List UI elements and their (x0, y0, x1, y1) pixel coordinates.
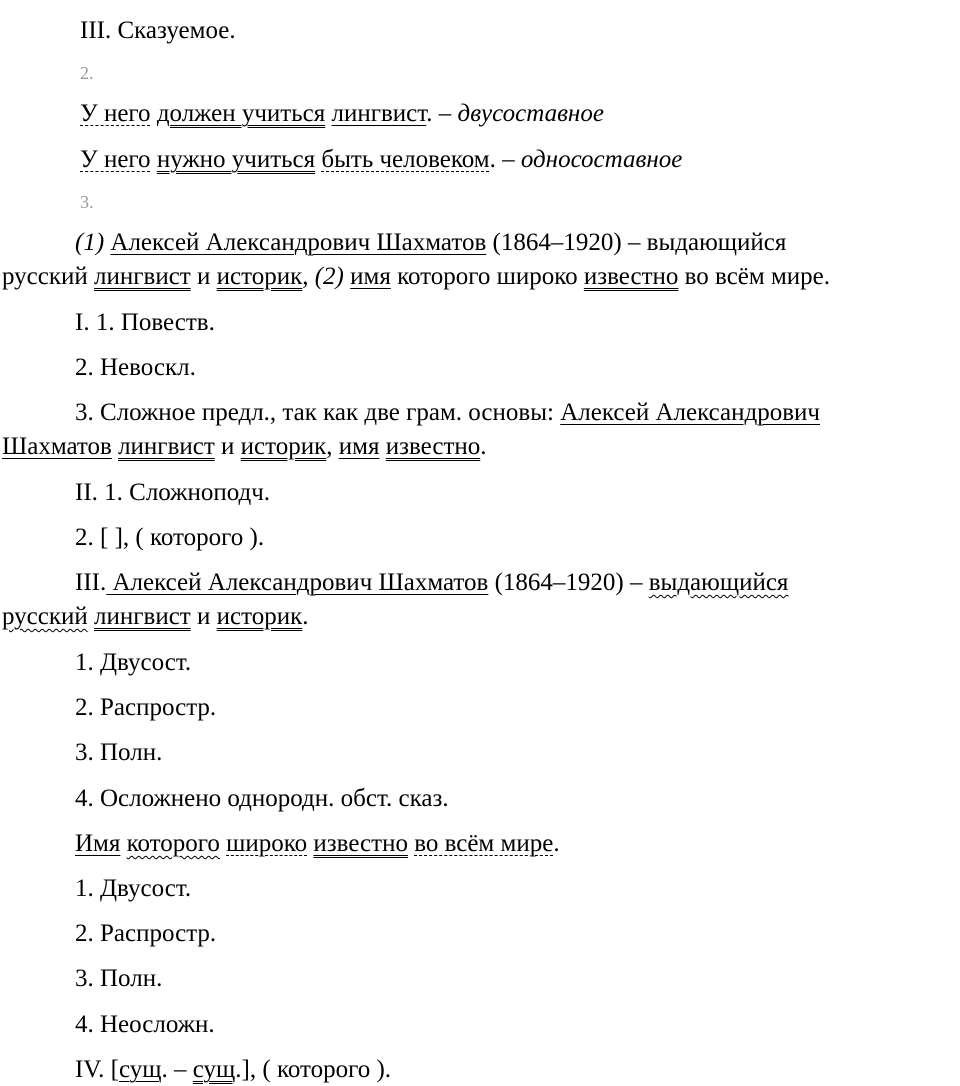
predicate-izvestno: известно (385, 433, 481, 460)
heading-predicate: III. Сказуемое. (80, 17, 236, 44)
item-number-3: 3. (80, 192, 94, 212)
scheme-iv (75, 1057, 391, 1082)
subject-imya: имя (350, 263, 391, 290)
subject: лингвист (331, 100, 427, 127)
comma: , (302, 263, 315, 290)
subject-name-part1: Алексей Александрович (560, 399, 820, 426)
analysis-i-1: I. 1. Повеств. (75, 309, 215, 336)
adverbial-vo-vsyom-mire: во всём мире (414, 830, 554, 857)
period: . (489, 146, 496, 173)
clause-marker-1: (1) (75, 229, 105, 256)
analysis-iii (75, 570, 788, 595)
clause-marker-2: (2) (314, 263, 344, 290)
predicate-istorik: историк (216, 263, 303, 290)
comma: , (326, 433, 339, 460)
subject-name: Алексей Александрович Шахматов (106, 569, 489, 596)
adverbial-shiroko: широко (226, 830, 308, 857)
predicate: должен учиться (156, 100, 326, 127)
analysis-iii-4: 4. Осложнено однородн. обст. сказ. (75, 785, 449, 812)
analysis-iii-1: 1. Двусост. (75, 649, 192, 676)
clause2-2: 2. Распростр. (75, 920, 217, 947)
dates-text: (1864–1920) – (488, 569, 649, 596)
period: . (553, 830, 560, 857)
sentence-type-note: – односоставное (495, 146, 683, 173)
predicate-complement: быть человеком (321, 146, 490, 173)
scheme-subject: сущ (118, 1056, 162, 1083)
period: . (302, 603, 309, 630)
second-clause (75, 831, 560, 856)
adverbial-phrase: У него (80, 146, 151, 173)
analysis-i-3 (75, 400, 820, 425)
subject-imya: Имя (75, 830, 121, 857)
conj-and: и (214, 433, 241, 460)
subject-name: Алексей Александрович Шахматов (110, 229, 487, 256)
word-russkiy: русский (2, 263, 88, 290)
paragraph-line-2 (2, 264, 830, 289)
scheme-close: .], ( которого ). (235, 1056, 392, 1083)
analysis-iii-3: 3. Полн. (75, 739, 163, 766)
clause2-1: 1. Двусост. (75, 875, 192, 902)
conj-and: и (190, 263, 217, 290)
attribute-kotorogo: которого (126, 830, 220, 857)
scheme-open: IV. [ (75, 1056, 119, 1083)
subject-imya: имя (338, 433, 380, 460)
clause2-4: 4. Неосложн. (75, 1011, 215, 1038)
predicate-lingvist: лингвист (94, 603, 191, 630)
subject-name-part2: Шахматов (2, 433, 112, 460)
attribute-vydayushchiysya: выдающийся (648, 569, 789, 596)
analysis-i-3-cont (2, 434, 487, 459)
predicate-izvestno: известно (583, 263, 679, 290)
predicate: нужно учиться (156, 146, 316, 173)
analysis-text: 3. Сложное предл., так как две грам. основы: (75, 399, 561, 426)
item-number-2: 2. (80, 63, 94, 83)
sentence-type-note: – двусоставное (432, 100, 604, 127)
analysis-ii-1: II. 1. Сложноподч. (75, 479, 271, 506)
adverbial-phrase: У него (80, 100, 151, 127)
middle-text: которого широко (390, 263, 584, 290)
scheme-predicate: сущ (192, 1056, 236, 1083)
predicate-lingvist: лингвист (94, 263, 191, 290)
section-label: III. (75, 569, 107, 596)
example-sentence-2 (80, 147, 682, 172)
dates-text: (1864–1920) – выдающийся (486, 229, 787, 256)
predicate-lingvist: лингвист (118, 433, 215, 460)
period: . (480, 433, 487, 460)
period: . (426, 100, 433, 127)
end-text: во всём мире. (678, 263, 831, 290)
scheme-dash: . – (161, 1056, 193, 1083)
clause2-3: 3. Полн. (75, 965, 163, 992)
analysis-iii-2: 2. Распростр. (75, 694, 217, 721)
analysis-i-2: 2. Невоскл. (75, 354, 196, 381)
predicate-istorik: историк (216, 603, 303, 630)
attribute-russkiy: русский (2, 603, 88, 630)
conj-and: и (190, 603, 217, 630)
paragraph-line-1 (75, 230, 786, 255)
analysis-iii-cont (2, 604, 308, 629)
analysis-ii-2: 2. [ ], ( которого ). (75, 524, 265, 551)
predicate-izvestno: известно (313, 830, 408, 857)
example-sentence-1 (80, 101, 604, 126)
predicate-istorik: историк (240, 433, 327, 460)
